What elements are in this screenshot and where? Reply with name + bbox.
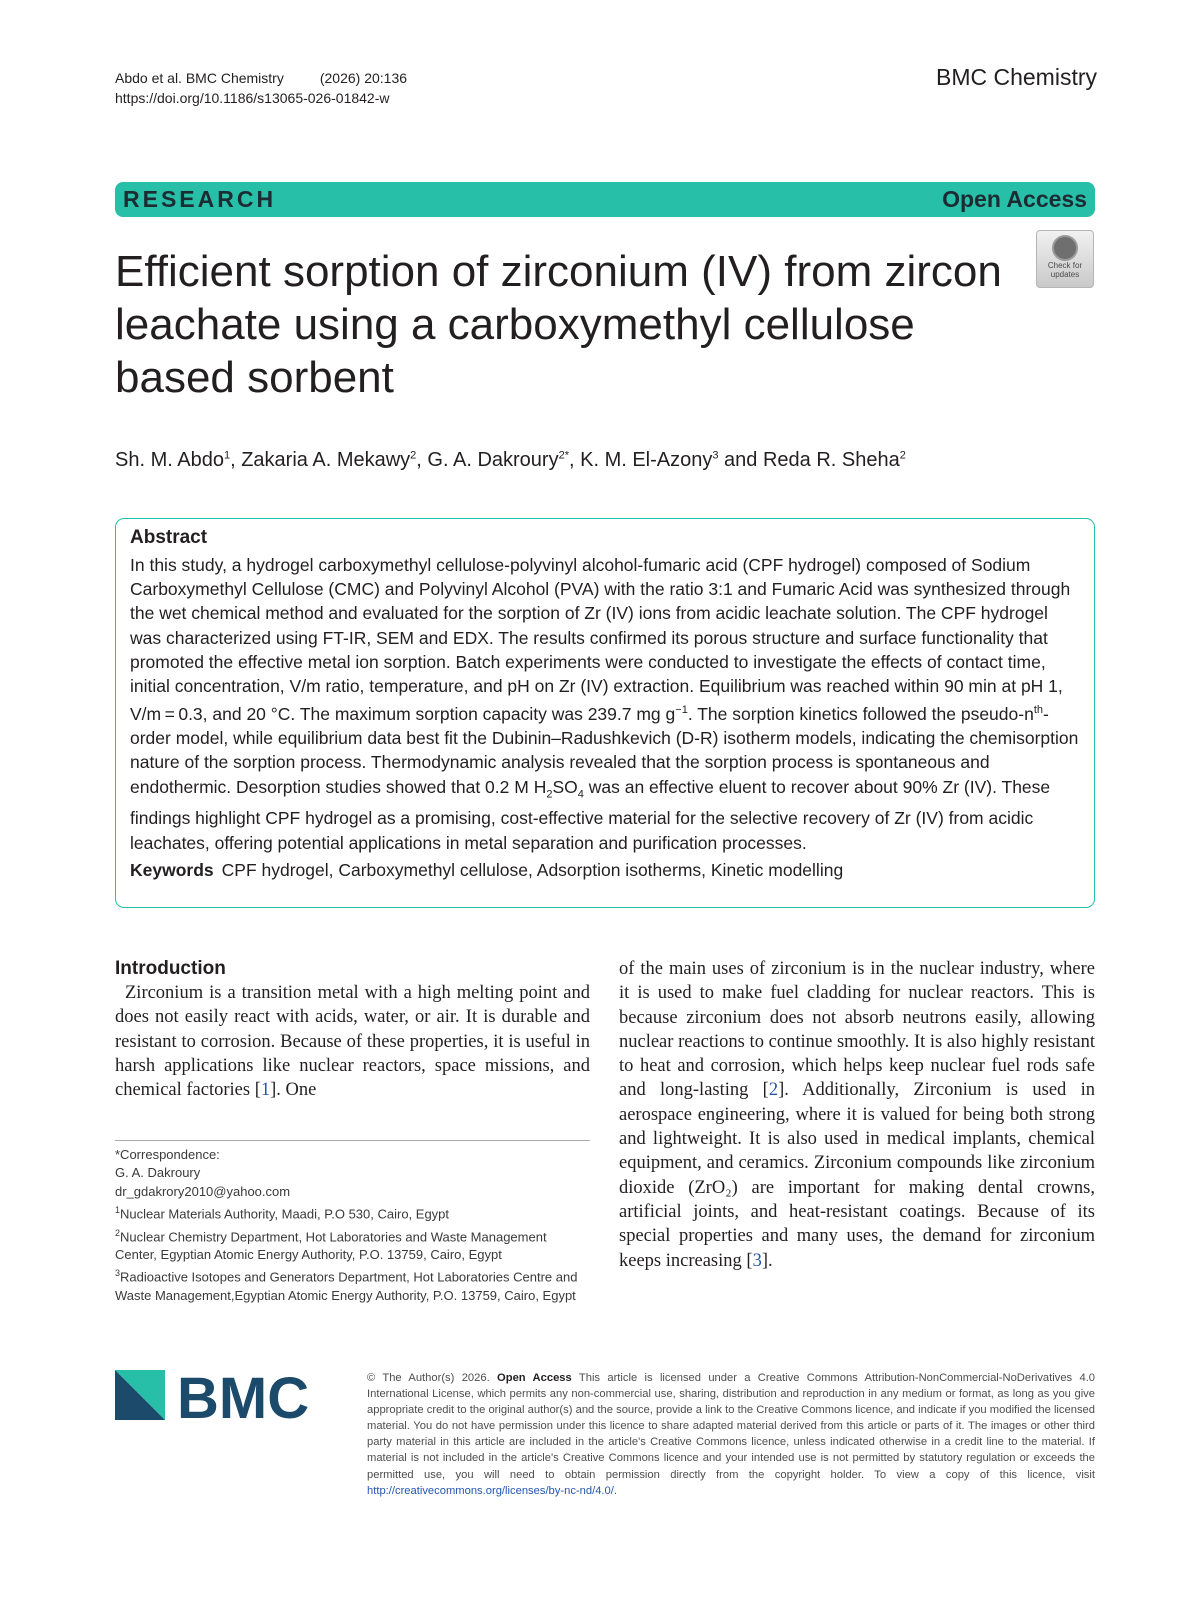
affiliation-text: Nuclear Materials Authority, Maadi, P.O 530, Cairo, Egypt xyxy=(120,1206,450,1222)
reference-link[interactable]: 1 xyxy=(260,1080,271,1101)
affiliation-number: 3 xyxy=(115,1268,121,1279)
author-list: Sh. M. Abdo$^1$, Zakaria A. Mekawy$^2$, G. A. Dakroury$^{2*}$, K. M. El-Azony$^3$ and Reda R. Sheha$^2$ xyxy=(115,449,906,471)
abstract-text-part: SO xyxy=(552,776,578,797)
author-name: Zakaria A. Mekawy xyxy=(241,449,411,471)
intro-text: ]. One xyxy=(270,1080,317,1101)
abstract-subscript: 2 xyxy=(546,788,553,801)
keywords-list: CPF hydrogel, Carboxymethyl cellulose, Adsorption isotherms, Kinetic modelling xyxy=(221,859,844,880)
citation-authors: Abdo et al. BMC Chemistry xyxy=(115,70,284,86)
citation-volume: (2026) 20:136 xyxy=(319,70,408,86)
article-title: Efficient sorption of zirconium (IV) from zircon leachate using a carboxymethyl cellulose based sorbent xyxy=(115,247,1002,402)
keywords-label: Keywords xyxy=(130,859,214,880)
bmc-logo-text: BMC xyxy=(177,1370,310,1428)
intro-text: of the main uses of zirconium is in the nuclear industry, where it is used to make fuel cladding for nuclear reactors. This is because zirconium does not absorb neutrons easily, allowing nuclear reactions to continue smoothly. It is also highly resistant to heat and corrosion, which helps keep nuclear fuel rods safe and long-lasting [ xyxy=(619,959,1095,1101)
check-for-updates-badge[interactable] xyxy=(1036,230,1094,288)
affiliation-text: Radioactive Isotopes and Generators Department, Hot Laboratories Centre and Waste Management,Egyptian Atomic Energy Authority, P.O. 13759, Cairo, Egypt xyxy=(115,1269,578,1304)
abstract-text-part: was an effective eluent to recover about 90% Zr (IV). These findings highlight CPF hydrogel as a promising, cost-effective material for the selective recovery of Zr (IV) from acidic leachates, offering potential applications in metal separation and purification processes. xyxy=(130,776,1051,853)
author-name: K. M. El-Azony xyxy=(580,449,713,471)
intro-text: ]. xyxy=(761,1250,773,1271)
running-header xyxy=(115,68,407,108)
affiliation-1 xyxy=(115,1201,590,1224)
bmc-logo xyxy=(115,1370,337,1428)
author-name: Reda R. Sheha xyxy=(762,449,900,471)
intro-paragraph-continued xyxy=(619,957,1095,1273)
keywords xyxy=(130,860,1080,881)
author-affiliation: 2* xyxy=(558,449,569,462)
license-open-access: Open Access xyxy=(497,1372,572,1384)
body-column-left xyxy=(115,957,590,1102)
abstract-text-part: . The sorption kinetics followed the pseudo-n xyxy=(687,704,1034,725)
correspondence-label: *Correspondence: xyxy=(115,1147,220,1162)
abstract-text-part: -order model, while equilibrium data best fit the Dubinin–Radushkevich (D-R) isotherm models, indicating the chemisorption nature of the sorption process. Thermodynamic analysis revealed that the sorption process is spontaneous and endothermic. Desorption studies showed that 0.2 M H xyxy=(130,704,1079,797)
body-column-right xyxy=(619,957,1095,1273)
correspondence-footnote xyxy=(115,1146,590,1305)
intro-text: ]. Additionally, Zirconium is used in aerospace engineering, where it is valued for being both strong and lightweight. It is also used in medical implants, chemical equipment, and ceramics. Zirconium compounds like zirconium dioxide (ZrO₂) are important for making dental crowns, artificial joints, and heat-resistant coatings. Because of its special properties and many uses, the demand for zirconium keeps increasing [ xyxy=(619,1080,1095,1271)
doi-link[interactable]: https://doi.org/10.1186/s13065-026-01842-w xyxy=(115,90,390,106)
reference-link[interactable]: 2 xyxy=(768,1080,779,1101)
intro-paragraph xyxy=(115,981,590,1102)
correspondence-name: G. A. Dakroury xyxy=(115,1165,201,1181)
abstract-box xyxy=(115,518,1095,908)
license-link[interactable]: http://creativecommons.org/licenses/by-nc-nd/4.0/ xyxy=(367,1484,614,1497)
affiliation-text: Nuclear Chemistry Department, Hot Laboratories and Waste Management Center, Egyptian Atomic Energy Authority, P.O. 13759, Cairo, Egypt xyxy=(115,1228,547,1263)
check-updates-icon xyxy=(1052,235,1078,261)
article-type-banner xyxy=(115,182,1095,217)
introduction-heading: Introduction xyxy=(115,958,226,979)
abstract-subscript: 4 xyxy=(577,788,584,801)
abstract-superscript: −1 xyxy=(675,704,688,717)
check-updates-label: Check for updates xyxy=(1047,261,1083,279)
author-affiliation: 2 xyxy=(410,449,417,462)
reference-link[interactable]: 3 xyxy=(752,1250,762,1271)
affiliation-2 xyxy=(115,1224,590,1265)
abstract-text xyxy=(130,553,1080,855)
license-text: This article is licensed under a Creative Commons Attribution-NonCommercial-NoDerivatives 4.0 International License, which permits any non-commercial use, sharing, distribution and reproduction in any medium or format, as long as you give appropriate credit to the original author(s) and the source, provide a link to the Creative Commons licence, and indicate if you modified the licensed material. You do not have permission under this licence to share adapted material derived from this article or parts of it. The images or other third party material in this article are included in the article's Creative Commons licence, unless indicated otherwise in a credit line to the material. If material is not included in the article's Creative Commons licence and your intended use is not permitted by statutory regulation or exceeds the permitted use, you will need to obtain permission directly from the copyright holder. To view a copy of this licence, visit xyxy=(367,1372,1096,1481)
author-name: Sh. M. Abdo xyxy=(115,449,224,471)
affiliation-number: 2 xyxy=(115,1227,121,1238)
intro-text: Zirconium is a transition metal with a high melting point and does not easily react with acids, water, or air. It is durable and resistant to corrosion. Because of these properties, it is useful in harsh applications like nuclear reactors, space missions, and chemical factories [ xyxy=(115,983,590,1101)
author-name: G. A. Dakroury xyxy=(427,449,559,471)
author-affiliation: 3 xyxy=(712,449,719,462)
article-type: RESEARCH xyxy=(123,186,277,212)
author-affiliation: 1 xyxy=(223,449,231,462)
copyright: © The Author(s) 2026. xyxy=(367,1372,490,1384)
affiliation-number: 1 xyxy=(115,1204,121,1215)
footnote-divider xyxy=(115,1140,590,1141)
affiliation-3 xyxy=(115,1264,590,1305)
abstract-heading: Abstract xyxy=(130,527,208,548)
journal-name: BMC Chemistry xyxy=(935,64,1097,90)
correspondence-email[interactable]: dr_gdakrory2010@yahoo.com xyxy=(115,1183,291,1199)
open-access-label: Open Access xyxy=(942,186,1087,212)
abstract-text-part: In this study, a hydrogel carboxymethyl cellulose-polyvinyl alcohol-fumaric acid (CPF hydrogel) composed of Sodium Carboxymethyl Cellulose (CMC) and Polyvinyl Alcohol (PVA) with the ratio 3:1 and Fumaric Acid was synthesized through the wet chemical method and evaluated for the sorption of Zr (IV) ions from acidic leachate solution. The CPF hydrogel was characterized using FT-IR, SEM and EDX. The results confirmed its porous structure and surface functionality that promoted the effective metal ion sorption. Batch experiments were conducted to investigate the effects of contact time, initial concentration, V/m ratio, temperature, and pH on Zr (IV) extraction. Equilibrium was reached within 90 min at pH 1, V/m = 0.3, and 20 °C. The maximum sorption capacity was 239.7 mg g xyxy=(130,555,1071,725)
license-end: . xyxy=(613,1484,617,1497)
author-affiliation: 2 xyxy=(899,449,906,462)
abstract-superscript: th xyxy=(1033,704,1043,717)
license-statement xyxy=(367,1370,1095,1499)
